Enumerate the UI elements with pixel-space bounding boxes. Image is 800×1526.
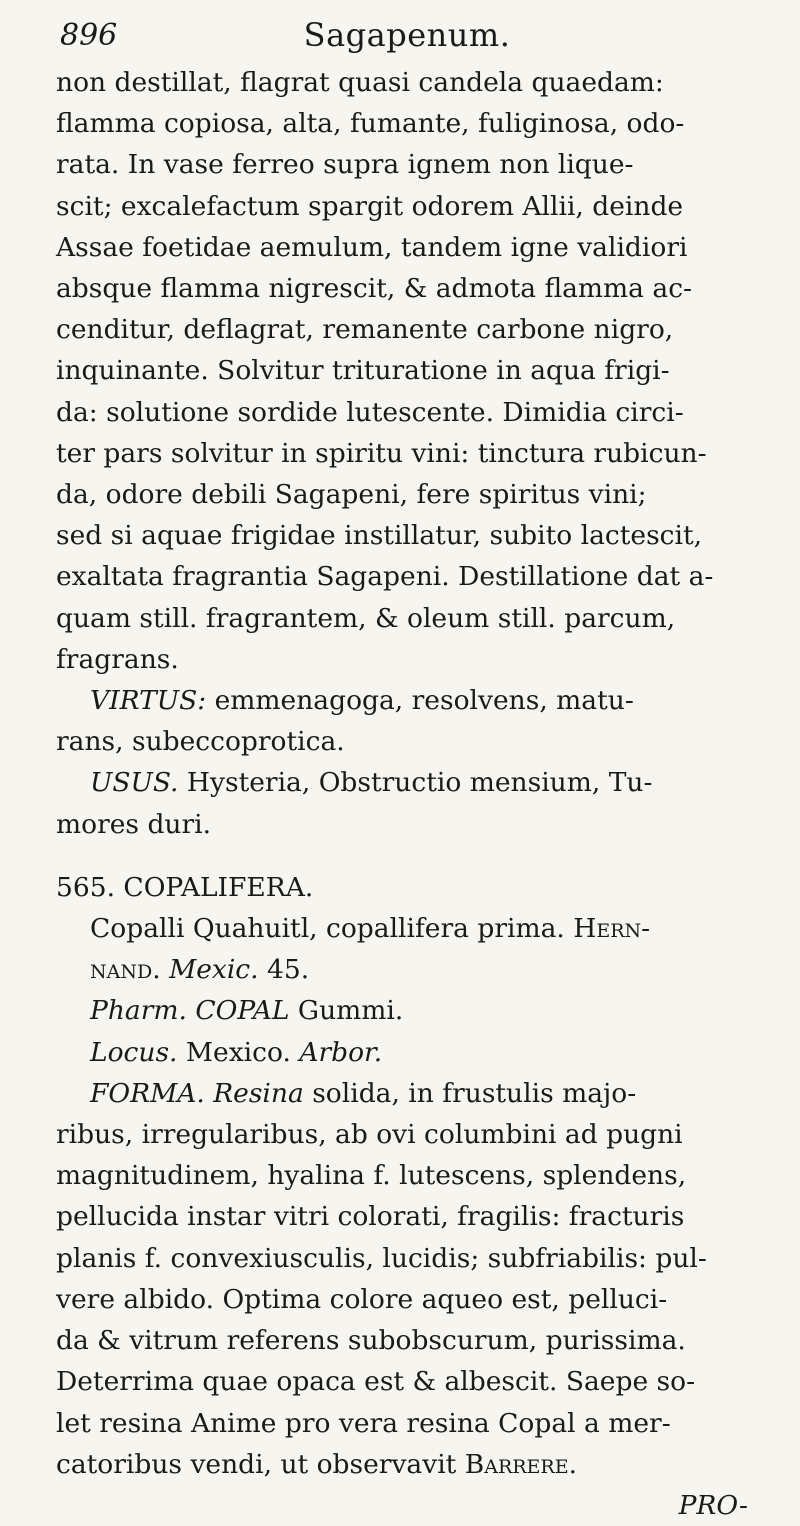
work-mexic: Mexic. xyxy=(160,954,259,986)
locus-label: Locus. xyxy=(90,1036,178,1068)
text-line: mores duri. xyxy=(56,808,212,840)
text-line: quam still. fragrantem, & oleum still. parcum, xyxy=(56,602,676,634)
text-line: da & vitrum referens subobscurum, purissima. xyxy=(56,1325,686,1357)
author-hernandez-cont: nand. xyxy=(90,954,161,986)
page-header xyxy=(56,12,758,58)
text-line: rans, subeccoprotica. xyxy=(56,726,345,758)
work-page: 45. xyxy=(258,954,310,986)
body-text xyxy=(56,62,758,1526)
resina-word: Resina xyxy=(204,1077,304,1109)
text-line: inquinante. Solvitur trituratione in aqua frigi- xyxy=(56,355,670,387)
text-line: ribus, irregularibus, ab ovi columbini ad pugni xyxy=(56,1119,683,1151)
virtus-line xyxy=(56,680,758,721)
page-number: 896 xyxy=(60,18,118,53)
virtus-text: emmenagoga, resolvens, matu- xyxy=(206,685,634,717)
text-line: Assae foetidae aemulum, tandem igne validiori xyxy=(56,231,688,263)
text-line xyxy=(56,949,758,990)
forma-text: solida, in frustulis majo- xyxy=(303,1077,637,1109)
text-line: sed si aquae frigidae instillatur, subito lactescit, xyxy=(56,520,703,552)
pharm-copal: COPAL xyxy=(186,995,290,1027)
text-line: non destillat, flagrat quasi candela quaedam: xyxy=(56,67,664,98)
text-line: exaltata fragrantia Sagapeni. Destillatione dat a- xyxy=(56,561,714,593)
text-line: absque flamma nigrescit, & admota flamma ac- xyxy=(56,273,692,305)
text-line: vere albido. Optima colore aqueo est, pelluci- xyxy=(56,1283,668,1315)
text-line: planis f. convexiusculis, lucidis; subfriabilis: pul- xyxy=(56,1242,707,1274)
text-line: rata. In vase ferreo supra ignem non lique- xyxy=(56,149,634,181)
text-line: da: solutione sordide lutescente. Dimidia circi- xyxy=(56,396,684,428)
entry-heading: 565. COPALIFERA. xyxy=(56,871,314,903)
author-barrere: Barrere. xyxy=(464,1448,578,1480)
text-line: pellucida instar vitri colorati, fragilis: fracturis xyxy=(56,1201,685,1233)
text-line: fragrans. xyxy=(56,643,179,675)
text-line-part: catoribus vendi, ut observavit xyxy=(56,1448,465,1480)
pharm-line xyxy=(56,990,758,1031)
usus-text: Hysteria, Obstructio mensium, Tu- xyxy=(178,767,653,799)
usus-label: USUS. xyxy=(90,767,179,799)
pharm-text: Gummi. xyxy=(289,995,404,1027)
text-line xyxy=(56,908,758,949)
text-line: let resina Anime pro vera resina Copal a mer- xyxy=(56,1407,671,1439)
usus-line xyxy=(56,762,758,803)
arbor-label: Arbor. xyxy=(299,1036,383,1068)
text-line: scit; excalefactum spargit odorem Allii, deinde xyxy=(56,190,684,222)
running-head: Sagapenum. xyxy=(303,16,511,54)
author-hernandez: Hern- xyxy=(573,913,651,945)
text-line: Deterrima quae opaca est & albescit. Saepe so- xyxy=(56,1366,696,1398)
entry-gap xyxy=(56,845,758,867)
forma-line xyxy=(56,1073,758,1114)
text-line: magnitudinem, hyalina f. lutescens, splendens, xyxy=(56,1160,687,1192)
text-line: flamma copiosa, alta, fumante, fuliginosa, odo- xyxy=(56,108,685,140)
synonym-text: Copalli Quahuitl, copallifera prima. xyxy=(90,913,574,945)
text-line: cenditur, deflagrat, remanente carbone nigro, xyxy=(56,314,674,346)
text-line xyxy=(56,1444,758,1485)
locus-text: Mexico. xyxy=(177,1036,300,1068)
pharm-label: Pharm. xyxy=(90,995,187,1027)
text-line: da, odore debili Sagapeni, fere spiritus vini; xyxy=(56,479,647,511)
text-line: ter pars solvitur in spiritu vini: tinctura rubicun- xyxy=(56,437,707,469)
virtus-label: VIRTUS: xyxy=(90,685,207,717)
catchword: PRO- xyxy=(678,1489,748,1521)
locus-line xyxy=(56,1032,758,1073)
forma-label: FORMA. xyxy=(90,1077,205,1109)
